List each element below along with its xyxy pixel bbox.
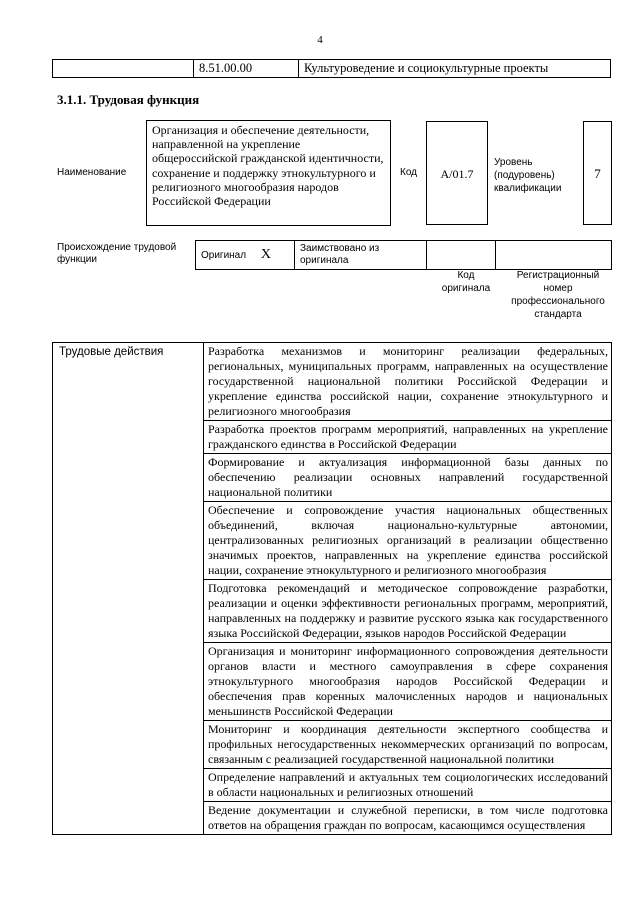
labor-action-item: Ведение документации и служебной переписки, в том числе подготовка ответов на обращения граждан по вопросам, касающимся осуществления: [204, 802, 612, 835]
original-label: Оригинал: [201, 250, 247, 261]
borrowed-cell: [295, 241, 427, 270]
name-label: Наименование: [57, 167, 127, 178]
labor-actions-label: Трудовые действия: [53, 343, 204, 835]
qualification-level-box: 7: [583, 121, 612, 225]
origin-label: [57, 242, 176, 266]
labor-action-item: Разработка проектов программ мероприятий, направленных на укрепление гражданского единства в Российской Федерации: [204, 421, 612, 454]
function-code-box: A/01.7: [426, 121, 488, 225]
original-cell: [196, 241, 295, 270]
caption-line: номер: [543, 283, 573, 294]
labor-action-item: Организация и мониторинг информационного сопровождения деятельности органов власти и местного самоуправления в сфере сохранения этнокультурного многообразия народов Российской Федерации и обеспечения прав коренных малочисленных народов и национальных меньшинств Российской Федерации: [204, 643, 612, 721]
borrowed-label-line: оригинала: [300, 255, 349, 266]
labor-action-item: Обеспечение и сопровождение участия национальных общественных объединений, включая национально-культурные автономии, централизованных религиозных организаций в реализации общественно значимых проектов, направленных на укрепление единства российской нации, сохранение этнокультурного и религиозного многообразия: [204, 502, 612, 580]
code-label: Код: [400, 167, 418, 178]
caption-line: Регистрационный: [516, 270, 600, 281]
origin-label-line: Происхождение трудовой: [57, 242, 177, 253]
origin-row: [196, 241, 612, 270]
labor-action-item: Разработка механизмов и мониторинг реализации федеральных, региональных, муниципальных программ, направленных на осуществление государственной национальной политики Российской Федерации и укрепление единства российской нации, сохранение этнокультурного и религиозного многообразия: [204, 343, 612, 421]
caption-line: Код: [457, 270, 475, 281]
labor-action-item: Подготовка рекомендаций и методическое сопровождение разработки, реализации и оценки эффективности региональных программ, мероприятий, направленных на поддержку и развитие русского языка как государственного языка Российской Федерации, языков народов Российской Федерации: [204, 580, 612, 643]
reg-number-cell: [496, 241, 612, 270]
original-mark: X: [260, 247, 271, 262]
qualification-level-label: [494, 156, 561, 195]
origin-label-line: функции: [57, 254, 97, 265]
top-code-row: [53, 60, 611, 78]
section-title: 3.1.1. Трудовая функция: [57, 92, 200, 107]
level-label-line: (подуровень): [494, 170, 555, 181]
caption-line: стандарта: [534, 309, 582, 320]
action-row: [53, 343, 612, 421]
borrowed-label-line: Заимствовано из: [300, 243, 380, 254]
original-code-cell: [427, 241, 496, 270]
labor-action-item: Определение направлений и актуальных тем социологических исследований в области национальных и религиозных отношений: [204, 769, 612, 802]
level-label-line: квалификации: [494, 183, 562, 194]
caption-line: оригинала: [441, 283, 491, 294]
caption-line: профессионального: [511, 296, 605, 307]
origin-table: [195, 240, 612, 270]
page-number: 4: [317, 34, 323, 46]
okz-name-cell: Культуроведение и социокультурные проекты: [299, 60, 611, 78]
labor-action-item: Мониторинг и координация деятельности экспертного сообщества и профильных негосударственных некоммерческих организаций по вопросам, связанным с реализацией государственной национальной политики: [204, 721, 612, 769]
labor-actions-table: [52, 342, 612, 835]
top-code-table: [52, 59, 611, 78]
function-name-box: Организация и обеспечение деятельности, направленной на укрепление общероссийской гражданской идентичности, сохранение и поддержку этнокультурного и религиозного многообразия народов Российской Федерации: [146, 120, 391, 226]
level-label-line: Уровень: [494, 157, 533, 168]
labor-action-item: Формирование и актуализация информационной базы данных по обеспечению реализации основных направлений государственной национальной политики: [204, 454, 612, 502]
reg-number-caption: [503, 269, 613, 321]
empty-cell: [53, 60, 194, 78]
okz-code-cell: 8.51.00.00: [194, 60, 299, 78]
original-code-caption: [437, 269, 495, 295]
